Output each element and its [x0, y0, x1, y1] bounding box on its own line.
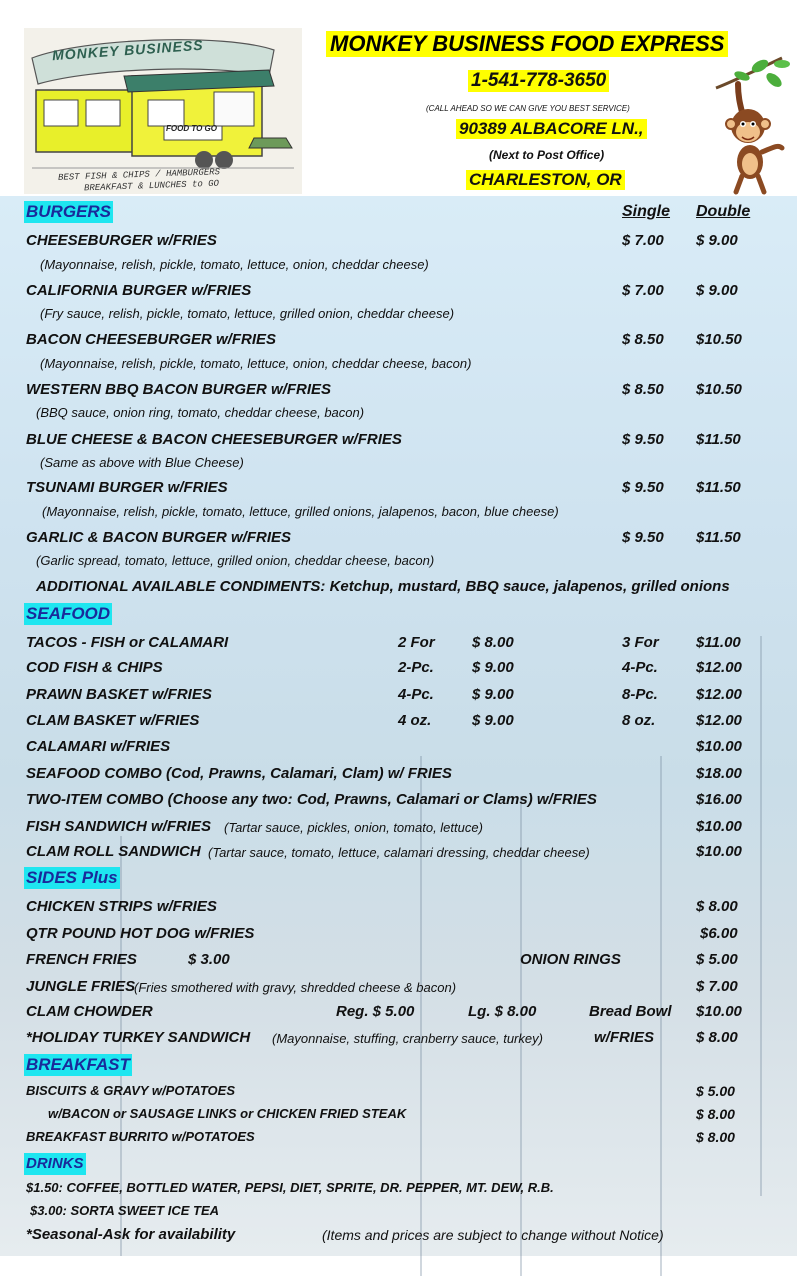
bread-bowl-label: Bread Bowl [589, 1003, 672, 1020]
price: $6.00 [700, 925, 738, 942]
price: $10.00 [696, 818, 742, 835]
price-double: $ 9.00 [696, 232, 738, 249]
price-double: $11.50 [696, 431, 741, 448]
price: $10.00 [696, 843, 742, 860]
price: $ 5.00 [696, 951, 738, 968]
burger-name: TSUNAMI BURGER w/FRIES [26, 479, 228, 496]
price-single: $ 9.50 [622, 431, 664, 448]
side-item-name: FRENCH FRIES [26, 951, 137, 968]
section-heading-seafood: SEAFOOD [26, 604, 111, 623]
burger-description: (Mayonnaise, relish, pickle, tomato, lettuce, onion, cheddar cheese) [40, 257, 429, 272]
price-single: $ 7.00 [622, 232, 664, 249]
breakfast-item-name: w/BACON or SAUSAGE LINKS or CHICKEN FRIED STEAK [48, 1106, 407, 1121]
price: $10.00 [696, 1003, 742, 1020]
price-single: $ 9.50 [622, 479, 664, 496]
drinks-line-2: $3.00: SORTA SWEET ICE TEA [30, 1203, 220, 1218]
quantity-large: 8-Pc. [622, 686, 658, 703]
price-single: $ 9.50 [622, 529, 664, 546]
burger-name: BLUE CHEESE & BACON CHEESEBURGER w/FRIES [26, 431, 402, 448]
burger-description: (Fry sauce, relish, pickle, tomato, lettuce, grilled onion, cheddar cheese) [40, 306, 455, 321]
logo-subtext-1: BEST FISH & CHIPS / HAMBURGERS [57, 167, 221, 183]
price: $ 8.00 [696, 1029, 738, 1046]
quantity-large: 4-Pc. [622, 659, 658, 676]
quantity-small: 2-Pc. [398, 659, 434, 676]
side-item-name: ONION RINGS [520, 951, 621, 968]
price-regular: Reg. $ 5.00 [336, 1003, 415, 1020]
price-double: $10.50 [696, 331, 742, 348]
menu-header [0, 0, 797, 196]
burger-description: (Garlic spread, tomato, lettuce, grilled onion, cheddar cheese, bacon) [36, 553, 435, 568]
breakfast-item-name: BISCUITS & GRAVY w/POTATOES [26, 1083, 235, 1098]
restaurant-title: MONKEY BUSINESS FOOD EXPRESS [326, 31, 728, 57]
section-heading-sides: SIDES Plus [26, 868, 118, 887]
burger-description: (Mayonnaise, relish, pickle, tomato, lettuce, grilled onions, jalapenos, bacon, blue cheese) [42, 504, 559, 519]
column-double: Double [696, 203, 751, 220]
burger-description: (Mayonnaise, relish, pickle, tomato, lettuce, onion, cheddar cheese, bacon) [40, 356, 472, 371]
price-single: $ 7.00 [622, 282, 664, 299]
burger-description: (BBQ sauce, onion ring, tomato, cheddar cheese, bacon) [36, 405, 365, 420]
price-large: $12.00 [696, 686, 742, 703]
price: $ 7.00 [696, 978, 738, 995]
address-note: (Next to Post Office) [489, 148, 605, 162]
logo-text: MONKEY BUSINESS [51, 36, 205, 64]
side-item-name: CHICKEN STRIPS w/FRIES [26, 898, 217, 915]
price-large: $12.00 [696, 659, 742, 676]
condiments-note: ADDITIONAL AVAILABLE CONDIMENTS: Ketchup, mustard, BBQ sauce, jalapenos, grilled onions [36, 578, 730, 595]
call-ahead-note: (CALL AHEAD SO WE CAN GIVE YOU BEST SERVICE) [426, 104, 630, 113]
price: $ 8.00 [696, 1129, 735, 1145]
seafood-item-name: FISH SANDWICH w/FRIES [26, 818, 212, 835]
burger-name: WESTERN BBQ BACON BURGER w/FRIES [26, 381, 332, 398]
price-small: $ 8.00 [472, 634, 514, 651]
price: $10.00 [696, 738, 742, 755]
trailer-sign: FOOD TO GO [166, 124, 217, 133]
side-item-name: QTR POUND HOT DOG w/FRIES [26, 925, 255, 942]
burger-description: (Same as above with Blue Cheese) [40, 455, 244, 470]
price: $ 3.00 [188, 951, 230, 968]
side-item-description: (Mayonnaise, stuffing, cranberry sauce, turkey) [272, 1031, 543, 1046]
price-change-notice: (Items and prices are subject to change without Notice) [322, 1227, 664, 1243]
burger-name: BACON CHEESEBURGER w/FRIES [26, 331, 277, 348]
side-item-description: (Fries smothered with gravy, shredded cheese & bacon) [134, 980, 457, 995]
quantity-small: 4 oz. [398, 712, 432, 729]
price: $ 5.00 [696, 1083, 735, 1099]
price-double: $11.50 [696, 529, 741, 546]
burger-name: CALIFORNIA BURGER w/FRIES [26, 282, 252, 299]
price-large: Lg. $ 8.00 [468, 1003, 537, 1020]
mast-decoration [760, 636, 762, 1196]
seafood-item-name: CLAM ROLL SANDWICH [26, 843, 201, 860]
seafood-item-name: SEAFOOD COMBO (Cod, Prawns, Calamari, Clam) w/ FRIES [26, 765, 452, 782]
burger-name: GARLIC & BACON BURGER w/FRIES [26, 529, 292, 546]
column-single: Single [622, 203, 671, 220]
price-single: $ 8.50 [622, 331, 664, 348]
price: $16.00 [696, 791, 742, 808]
price-large: $12.00 [696, 712, 742, 729]
price-double: $10.50 [696, 381, 742, 398]
seafood-item-name: CLAM BASKET w/FRIES [26, 712, 200, 729]
breakfast-item-name: BREAKFAST BURRITO w/POTATOES [26, 1129, 255, 1144]
price: $ 8.00 [696, 898, 738, 915]
address: 90389 ALBACORE LN., [456, 119, 647, 139]
seafood-item-name: TACOS - FISH or CALAMARI [26, 634, 229, 651]
quantity-large: 3 For [622, 634, 659, 651]
logo-subtext-2: BREAKFAST & LUNCHES to GO [83, 178, 220, 194]
monkey-icon [712, 52, 792, 196]
seafood-item-description: (Tartar sauce, pickles, onion, tomato, lettuce) [224, 820, 483, 835]
side-item-name: CLAM CHOWDER [26, 1003, 153, 1020]
seafood-item-name: TWO-ITEM COMBO (Choose any two: Cod, Prawns, Calamari or Clams) w/FRIES [26, 791, 597, 808]
seafood-item-name: PRAWN BASKET w/FRIES [26, 686, 212, 703]
section-heading-burgers: BURGERS [26, 202, 112, 221]
quantity-small: 2 For [398, 634, 435, 651]
price: $ 8.00 [696, 1106, 735, 1122]
seafood-item-description: (Tartar sauce, tomato, lettuce, calamari dressing, cheddar cheese) [208, 845, 590, 860]
price-small: $ 9.00 [472, 686, 514, 703]
quantity-small: 4-Pc. [398, 686, 434, 703]
price: $18.00 [696, 765, 742, 782]
seafood-item-name: COD FISH & CHIPS [26, 659, 163, 676]
side-item-suffix: w/FRIES [594, 1029, 655, 1046]
side-item-name: *HOLIDAY TURKEY SANDWICH [26, 1029, 251, 1046]
price-small: $ 9.00 [472, 659, 514, 676]
side-item-name: JUNGLE FRIES [26, 978, 136, 995]
section-heading-breakfast: BREAKFAST [26, 1055, 130, 1074]
drinks-line-1: $1.50: COFFEE, BOTTLED WATER, PEPSI, DIET, SPRITE, DR. PEPPER, MT. DEW, R.B. [26, 1180, 554, 1195]
price-large: $11.00 [696, 634, 741, 651]
seasonal-note: *Seasonal-Ask for availability [26, 1226, 236, 1243]
burger-name: CHEESEBURGER w/FRIES [26, 232, 217, 249]
price-double: $11.50 [696, 479, 741, 496]
seafood-item-name: CALAMARI w/FRIES [26, 738, 171, 755]
city: CHARLESTON, OR [466, 170, 625, 190]
section-heading-drinks: DRINKS [24, 1153, 86, 1175]
phone-number: 1-541-778-3650 [468, 70, 609, 92]
price-single: $ 8.50 [622, 381, 664, 398]
price-double: $ 9.00 [696, 282, 738, 299]
quantity-large: 8 oz. [622, 712, 656, 729]
price-small: $ 9.00 [472, 712, 514, 729]
